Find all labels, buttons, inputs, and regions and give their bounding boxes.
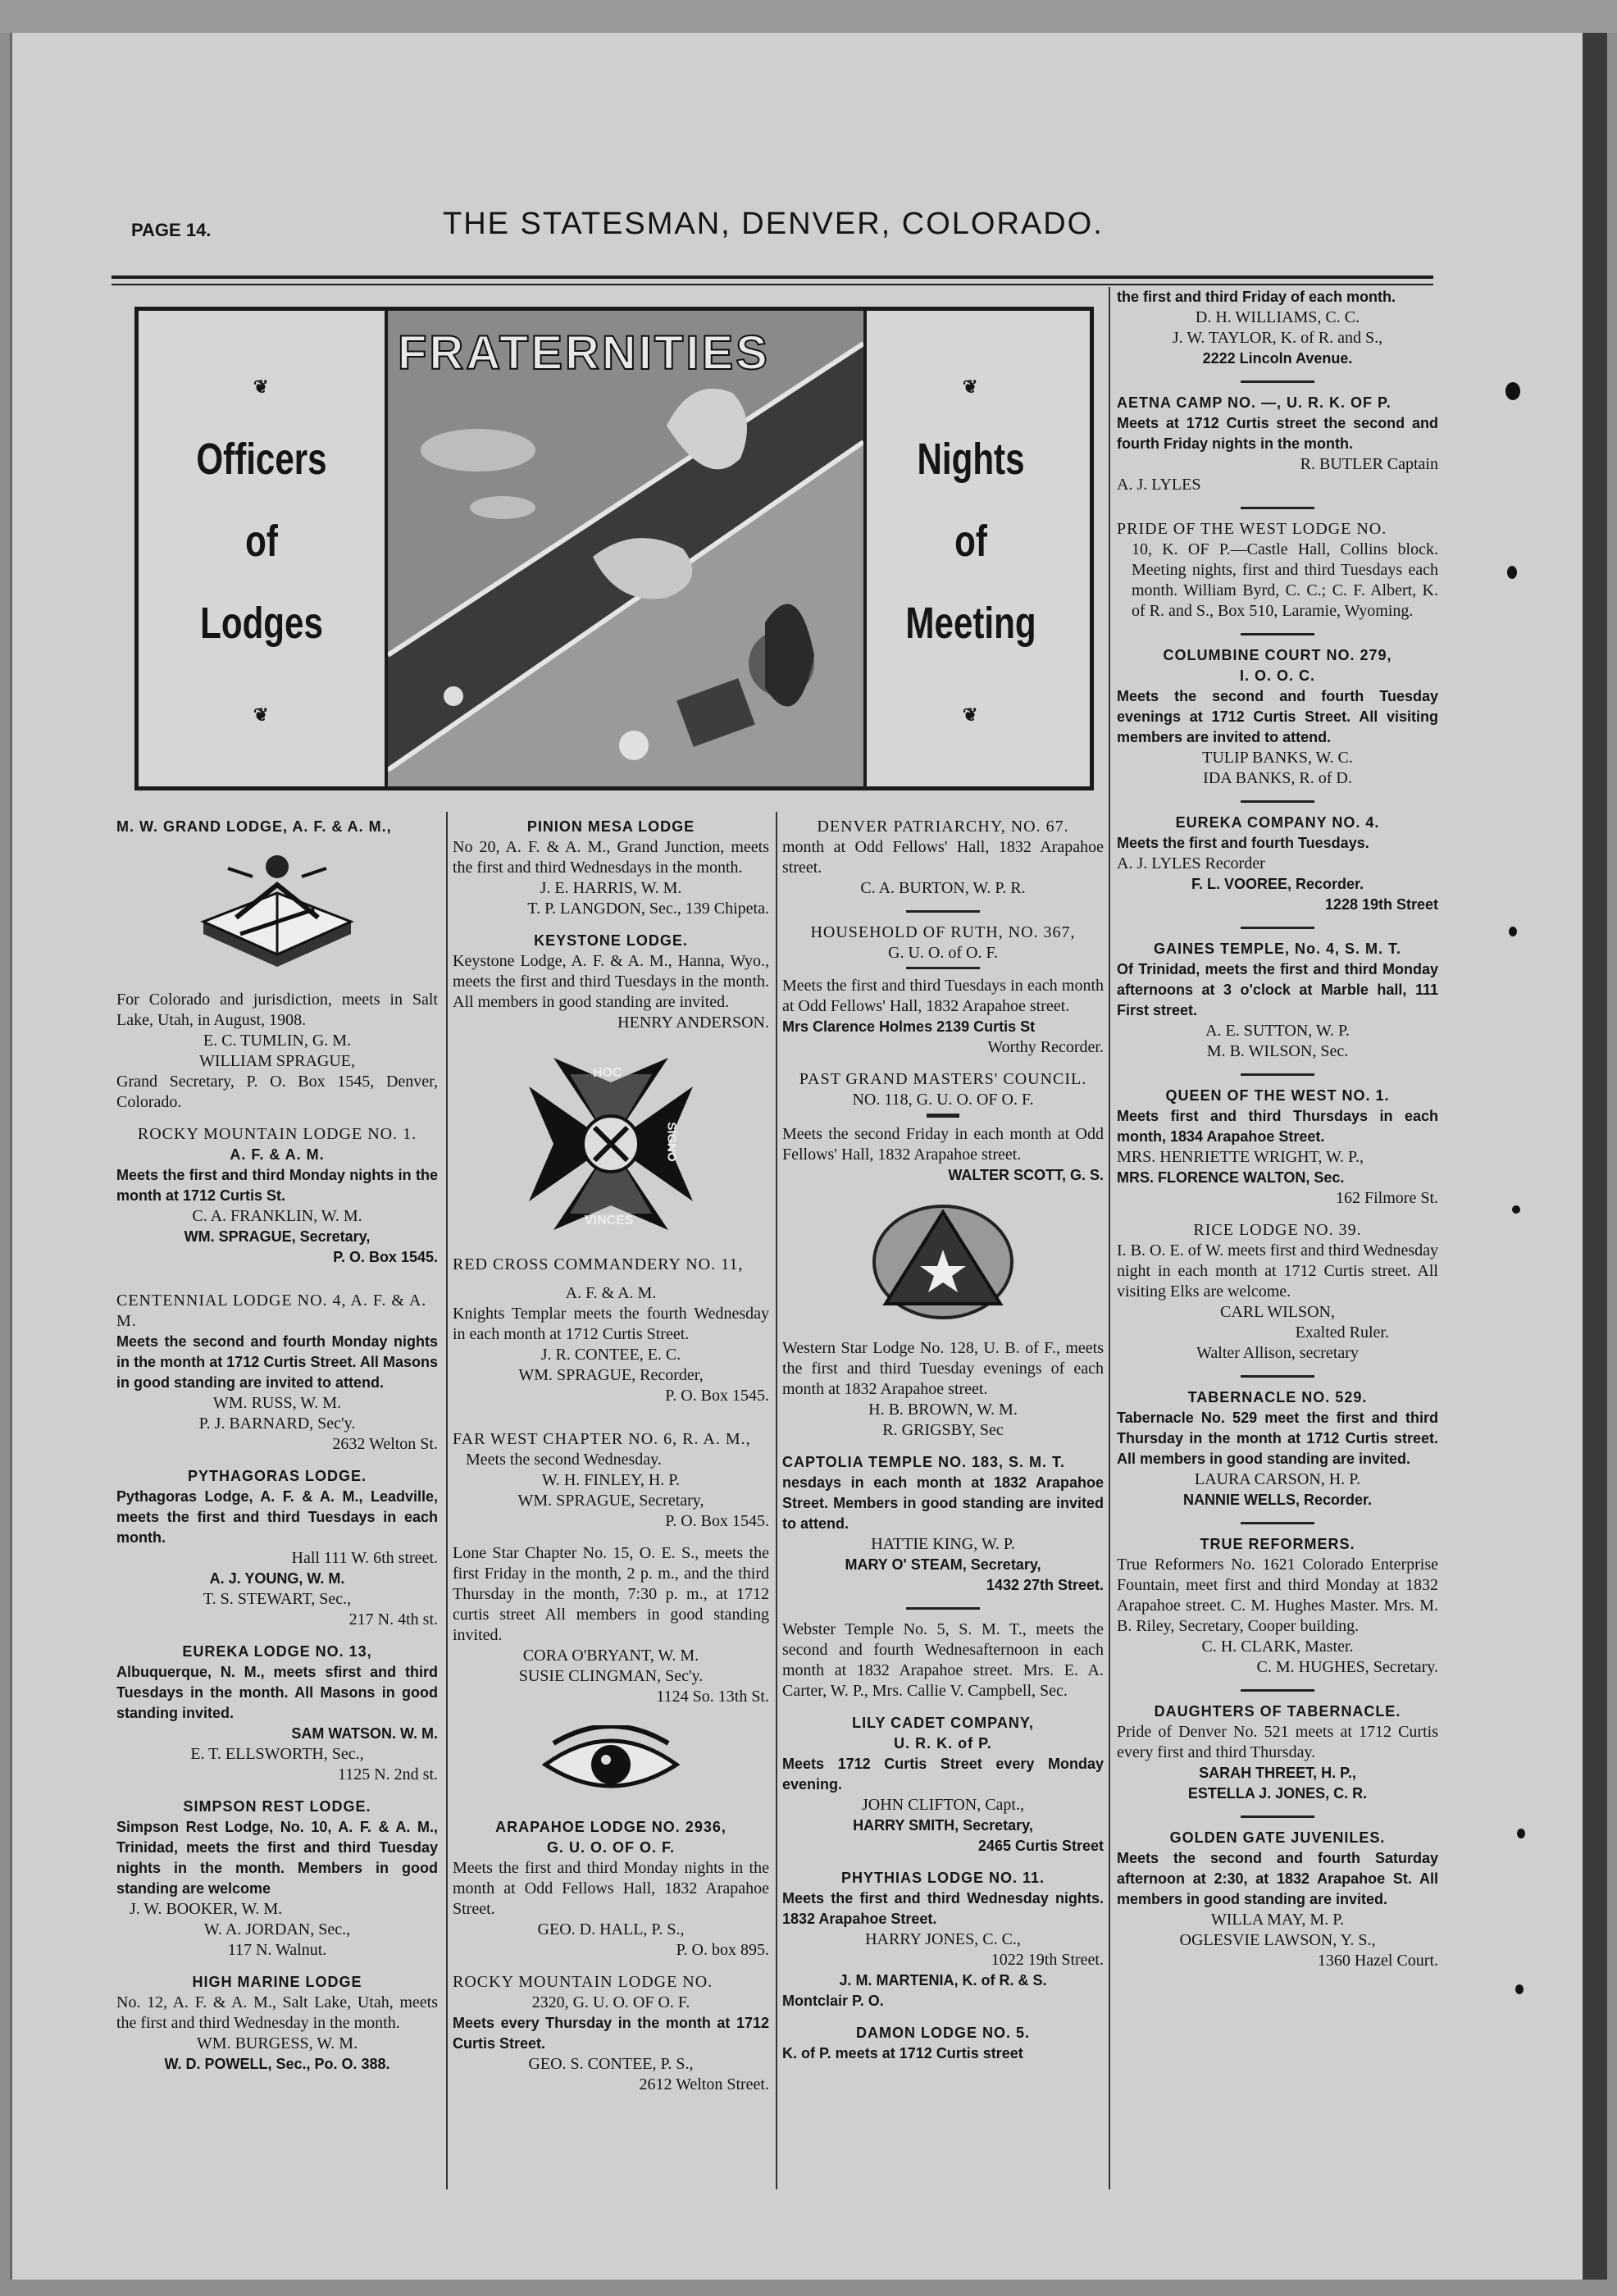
lodge-description: Meets at 1712 Curtis street the second and fourth Friday nights in the month. bbox=[1117, 415, 1438, 452]
lodge-address: 1125 N. 2nd st. bbox=[337, 1765, 438, 1784]
all-seeing-eye-icon bbox=[537, 1725, 685, 1799]
scan-speck bbox=[1505, 382, 1520, 400]
lodge-address: 2632 Welton St. bbox=[332, 1435, 438, 1453]
lodge-officer: F. L. VOOREE, Recorder. bbox=[1191, 876, 1364, 892]
lodge-officer: H. B. BROWN, W. M. bbox=[868, 1401, 1018, 1419]
scan-speck bbox=[1512, 1205, 1520, 1214]
chapter-description: Lone Star Chapter No. 15, O. E. S., meets the first Friday in the month, 2 p. m., and the third Thursday in the month, 7:30 p. m., at 1712 curtis street All members in good standing invited. bbox=[453, 1544, 769, 1644]
lodge-description: 10, K. OF P.—Castle Hall, Collins block. Meeting nights, first and third Tuesdays each month. William Byrd, C. C.; C. F. Albert, K. of R. and S., Box 510, Laramie, Wyoming. bbox=[1132, 540, 1438, 620]
lodge-heading: QUEEN OF THE WEST NO. 1. bbox=[1165, 1087, 1390, 1104]
lodge-address: 117 N. Walnut. bbox=[227, 1941, 327, 1959]
lodge-officer: E. T. ELLSWORTH, Sec., bbox=[190, 1745, 364, 1763]
lodge-officer: Walter Allison, secretary bbox=[1196, 1344, 1359, 1362]
lodge-heading: EUREKA COMPANY NO. 4. bbox=[1175, 814, 1380, 831]
section-divider bbox=[1241, 1689, 1314, 1692]
lodge-description: Meets the second and fourth Saturday afternoon at 2:30, at 1832 Arapahoe St. All members in good standing are invited. bbox=[1117, 1850, 1438, 1907]
section-divider bbox=[1241, 927, 1314, 929]
banner-left-word: Officers bbox=[196, 435, 327, 484]
lodge-heading: ARAPAHOE LODGE NO. 2936, bbox=[495, 1819, 727, 1835]
lodge-heading: TRUE REFORMERS. bbox=[1200, 1536, 1355, 1552]
fleuron-icon: ❦ bbox=[253, 376, 269, 397]
lodge-address: 217 N. 4th st. bbox=[348, 1610, 438, 1629]
column-4 bbox=[1117, 287, 1438, 1971]
lodge-heading: PINION MESA LODGE bbox=[526, 818, 695, 835]
lodge-description: the first and third Friday of each month. bbox=[1117, 289, 1396, 305]
lodge-officer: MARY O' STEAM, Secretary, bbox=[845, 1556, 1041, 1573]
lodge-heading: LILY CADET COMPANY, bbox=[852, 1715, 1034, 1731]
lodge-heading: KEYSTONE LODGE. bbox=[534, 932, 688, 949]
column-rule bbox=[446, 812, 448, 2189]
lodge-heading: HOUSEHOLD OF RUTH, NO. 367, bbox=[810, 923, 1076, 941]
column-rule bbox=[776, 812, 777, 2189]
lodge-address: Hall 111 W. 6th street. bbox=[291, 1549, 438, 1567]
newspaper-title: THE STATESMAN, DENVER, COLORADO. bbox=[443, 207, 1104, 241]
lodge-description: Meets the second Friday in each month at Odd Fellows' Hall, 1832 Arapahoe street. bbox=[782, 1125, 1104, 1164]
lodge-officer: SAM WATSON. W. M. bbox=[291, 1725, 438, 1742]
lodge-description: Meets every Thursday in the month at 1712 Curtis Street. bbox=[453, 2015, 769, 2052]
lodge-heading: HIGH MARINE LODGE bbox=[192, 1974, 362, 1990]
scan-speck bbox=[1517, 1829, 1525, 1838]
lodge-description: For Colorado and jurisdiction, meets in Salt Lake, Utah, in August, 1908. bbox=[116, 991, 438, 1029]
cross-motto: SIGNO bbox=[664, 1122, 679, 1162]
star-triangle-emblem-icon bbox=[869, 1200, 1017, 1323]
lodge-officer: Worthy Recorder. bbox=[987, 1038, 1104, 1056]
lodge-officer: WM. BURGESS, W. M. bbox=[196, 2034, 358, 2052]
lodge-officer: J. R. CONTEE, E. C. bbox=[540, 1346, 681, 1364]
banner-right-word: Nights bbox=[917, 435, 1025, 484]
column-1 bbox=[116, 817, 438, 2075]
lodge-description: Pride of Denver No. 521 meets at 1712 Curtis every first and third Thursday. bbox=[1117, 1723, 1438, 1761]
lodge-officer: J. W. TAYLOR, K. of R. and S., bbox=[1172, 329, 1383, 347]
masthead-rule-thick bbox=[112, 276, 1433, 279]
lodge-description: True Reformers No. 1621 Colorado Enterprise Fountain, meet first and third Monday at 1832 Arapahoe street. C. M. Hughes Master. Mrs. M. B. Riley, Secretary, Cooper building. bbox=[1117, 1556, 1438, 1635]
lodge-description: Albuquerque, N. M., meets sfirst and third Tuesdays in the month. All Masons in good standing invited. bbox=[116, 1664, 438, 1721]
lodge-description: Of Trinidad, meets the first and third Monday afternoons at 3 o'clock at Marble hall, 111 First street. bbox=[1117, 961, 1438, 1018]
banner-right-word: of bbox=[954, 517, 987, 566]
lodge-description: Meets the second and fourth Monday nights in the month at 1712 Curtis Street. All Masons in good standing are invited to attend. bbox=[116, 1333, 438, 1391]
lodge-officer: HARRY SMITH, Secretary, bbox=[853, 1817, 1033, 1834]
lodge-officer: WM. SPRAGUE, Secretary, bbox=[184, 1228, 371, 1245]
scan-top-border bbox=[0, 0, 1617, 33]
banner-right-word: Meeting bbox=[905, 599, 1036, 648]
lodge-heading: ROCKY MOUNTAIN LODGE NO. 1. bbox=[137, 1125, 417, 1143]
banner-right bbox=[860, 311, 1082, 786]
banner-left-word: Lodges bbox=[200, 599, 323, 648]
banner-art-title: FRATERNITIES bbox=[398, 326, 770, 380]
fraternities-engraving-icon bbox=[388, 311, 863, 786]
lodge-description: Meets the first and third Monday nights in the month at Odd Fellows Hall, 1832 Arapahoe Street. bbox=[453, 1859, 769, 1918]
lodge-officer: SARAH THREET, H. P., bbox=[1199, 1765, 1356, 1781]
maltese-cross-emblem bbox=[521, 1050, 701, 1238]
lodge-officer: IDA BANKS, R. of D. bbox=[1203, 769, 1352, 787]
lodge-address: P. O. box 895. bbox=[676, 1941, 769, 1959]
lodge-address: 2612 Welton Street. bbox=[639, 2075, 769, 2093]
scan-speck bbox=[1509, 927, 1517, 936]
lodge-officer: MRS. HENRIETTE WRIGHT, W. P., bbox=[1117, 1148, 1364, 1166]
section-divider bbox=[1241, 800, 1314, 803]
lodge-description: Simpson Rest Lodge, No. 10, A. F. & A. M., Trinidad, meets the first and third Tuesday nights in the month. Members in good standing are welcome bbox=[116, 1819, 438, 1897]
fleuron-icon: ❦ bbox=[963, 376, 978, 397]
lodge-subheading: G. U. O. OF O. F. bbox=[546, 1839, 675, 1856]
column-rule bbox=[1109, 287, 1110, 2189]
lodge-address: 1228 19th Street bbox=[1324, 896, 1438, 913]
lodge-description: K. of P. meets at 1712 Curtis street bbox=[782, 2045, 1023, 2061]
lodge-heading: M. W. GRAND LODGE, A. F. & A. M., bbox=[116, 818, 392, 835]
lodge-address: 1432 27th Street. bbox=[986, 1577, 1104, 1593]
section-divider bbox=[1241, 1815, 1314, 1818]
lodge-address: 1124 So. 13th St. bbox=[656, 1688, 769, 1706]
lodge-officer: HARRY JONES, C. C., bbox=[865, 1930, 1021, 1948]
lodge-description: I. B. O. E. of W. meets first and third Wednesday night in each month at 1712 Curtis street. All visiting Elks are welcome. bbox=[1117, 1241, 1438, 1301]
lodge-officer: J. W. BOOKER, W. M. bbox=[130, 1900, 283, 1918]
lodge-description: Meets the second Wednesday. bbox=[466, 1451, 662, 1469]
lodge-officer: JOHN CLIFTON, Capt., bbox=[862, 1796, 1024, 1814]
lodge-description: No. 12, A. F. & A. M., Salt Lake, Utah, meets the first and third Wednesday in the month. bbox=[116, 1993, 438, 2032]
lodge-description: nesdays in each month at 1832 Arapahoe Street. Members in good standing are invited to attend. bbox=[782, 1474, 1104, 1532]
lodge-heading: DENVER PATRIARCHY, NO. 67. bbox=[817, 818, 1069, 836]
lodge-heading: DAUGHTERS OF TABERNACLE. bbox=[1154, 1703, 1401, 1720]
lodge-address: 1360 Hazel Court. bbox=[1317, 1952, 1438, 1970]
lodge-subheading: A. F. & A. M. bbox=[565, 1284, 657, 1302]
lodge-officer: R. GRIGSBY, Sec bbox=[882, 1421, 1004, 1439]
lodge-officer: C. A. FRANKLIN, W. M. bbox=[192, 1207, 362, 1225]
lodge-officer: WILLA MAY, M. P. bbox=[1210, 1911, 1345, 1929]
lodge-officer: GEO. D. HALL, P. S., bbox=[537, 1920, 685, 1938]
lodge-heading: FAR WEST CHAPTER NO. 6, R. A. M., bbox=[453, 1430, 751, 1448]
lodge-subheading: NO. 118, G. U. O. OF O. F. bbox=[852, 1091, 1034, 1109]
section-divider bbox=[906, 1607, 980, 1610]
lodge-officer: TULIP BANKS, W. C. bbox=[1202, 749, 1353, 767]
section-divider bbox=[927, 1114, 959, 1118]
lodge-heading: CENTENNIAL LODGE NO. 4, A. F. & A. M. bbox=[116, 1292, 427, 1330]
lodge-heading: PYTHAGORAS LODGE. bbox=[187, 1468, 367, 1484]
lodge-heading: PAST GRAND MASTERS' COUNCIL. bbox=[799, 1070, 1087, 1088]
lodge-description: Meets the second and fourth Tuesday evenings at 1712 Curtis Street. All visiting members are invited to attend. bbox=[1117, 688, 1438, 745]
lodge-subheading: 2320, G. U. O. OF O. F. bbox=[531, 1993, 690, 2011]
lodge-officer: E. C. TUMLIN, G. M. bbox=[203, 1032, 352, 1050]
lodge-heading: PRIDE OF THE WEST LODGE NO. bbox=[1117, 520, 1387, 538]
lodge-heading: SIMPSON REST LODGE. bbox=[183, 1798, 371, 1815]
lodge-subheading: U. R. K. of P. bbox=[894, 1735, 992, 1752]
masonic-bible-icon bbox=[187, 844, 367, 983]
lodge-officer: C. M. HUGHES, Secretary. bbox=[1256, 1658, 1438, 1676]
lodge-description: Knights Templar meets the fourth Wednesday in each month at 1712 Curtis Street. bbox=[453, 1305, 769, 1343]
lodge-officer: WM. RUSS, W. M. bbox=[212, 1394, 342, 1412]
lodge-address: P. O. Box 1545. bbox=[333, 1249, 438, 1265]
lodge-heading: DAMON LODGE NO. 5. bbox=[855, 2025, 1030, 2041]
lodge-heading: COLUMBINE COURT NO. 279, bbox=[1163, 647, 1392, 663]
banner-left bbox=[139, 311, 385, 786]
lodge-officer: Mrs Clarence Holmes 2139 Curtis St bbox=[782, 1018, 1036, 1035]
cross-motto: HOC bbox=[593, 1066, 622, 1080]
lodge-officer: W. D. POWELL, Sec., Po. O. 388. bbox=[164, 2056, 390, 2072]
lodge-heading: RED CROSS COMMANDERY NO. 11, bbox=[453, 1255, 744, 1273]
lodge-address: P. O. Box 1545. bbox=[665, 1512, 769, 1530]
lodge-officer: Exalted Ruler. bbox=[1295, 1323, 1389, 1342]
lodge-officer: WM. SPRAGUE, Recorder, bbox=[518, 1366, 704, 1384]
lodge-heading: GOLDEN GATE JUVENILES. bbox=[1169, 1829, 1386, 1846]
column-3 bbox=[782, 817, 1104, 2064]
lodge-heading: TABERNACLE NO. 529. bbox=[1187, 1389, 1368, 1405]
lodge-officer: SUSIE CLINGMAN, Sec'y. bbox=[518, 1667, 704, 1685]
column-2 bbox=[453, 817, 769, 2095]
lodge-officer: ESTELLA J. JONES, C. R. bbox=[1187, 1785, 1368, 1802]
lodge-officer: WALTER SCOTT, G. S. bbox=[948, 1167, 1104, 1183]
masthead bbox=[131, 207, 1443, 256]
lodge-heading: PHYTHIAS LODGE NO. 11. bbox=[840, 1870, 1045, 1886]
lodge-officer: NANNIE WELLS, Recorder. bbox=[1182, 1492, 1373, 1508]
lodge-description: month at Odd Fellows' Hall, 1832 Arapahoe street. bbox=[782, 838, 1104, 877]
lodge-description: Pythagoras Lodge, A. F. & A. M., Leadville, meets the first and third Tuesdays in each month. bbox=[116, 1488, 438, 1546]
lodge-officer: A. J. LYLES bbox=[1117, 476, 1201, 494]
lodge-address: 162 Filmore St. bbox=[1335, 1189, 1438, 1207]
lodge-officer: J. E. HARRIS, W. M. bbox=[540, 879, 682, 897]
section-divider bbox=[906, 967, 980, 969]
lodge-officer: C. A. BURTON, W. P. R. bbox=[860, 879, 1026, 897]
fraternities-banner bbox=[134, 307, 1094, 790]
lodge-address: 2222 Lincoln Avenue. bbox=[1202, 350, 1353, 367]
lodge-description: Meets the first and third Tuesdays in each month at Odd Fellows' Hall, 1832 Arapahoe street. bbox=[782, 977, 1104, 1015]
lodge-description: Keystone Lodge, A. F. & A. M., Hanna, Wyo., meets the first and third Tuesdays in the month. All members in good standing are invited. bbox=[453, 952, 769, 1011]
lodge-officer: CARL WILSON, bbox=[1220, 1303, 1335, 1321]
lodge-officer: HATTIE KING, W. P. bbox=[871, 1535, 1015, 1553]
scan-speck bbox=[1515, 1984, 1524, 1994]
lodge-officer: T. P. LANGDON, Sec., 139 Chipeta. bbox=[527, 900, 769, 918]
scan-edge-shadow bbox=[1583, 33, 1607, 2280]
lodge-officer: MRS. FLORENCE WALTON, Sec. bbox=[1117, 1169, 1345, 1186]
page-number: PAGE 14. bbox=[131, 220, 212, 240]
lodge-description: Tabernacle No. 529 meet the first and third Thursday in the month at 1712 Curtis street. All members in good standing are invited. bbox=[1117, 1410, 1438, 1467]
section-divider bbox=[1241, 633, 1314, 636]
lodge-officer: A. J. LYLES Recorder bbox=[1117, 854, 1265, 872]
lodge-heading: EUREKA LODGE NO. 13, bbox=[182, 1643, 372, 1660]
lodge-description: Western Star Lodge No. 128, U. B. of F., meets the first and third Tuesday evenings of each month at 1832 Arapahoe street. bbox=[782, 1339, 1104, 1398]
lodge-subheading: I. O. O. C. bbox=[1239, 667, 1315, 684]
lodge-officer: T. S. STEWART, Sec., bbox=[203, 1590, 352, 1608]
lodge-officer: WM. SPRAGUE, Secretary, bbox=[517, 1492, 704, 1510]
lodge-heading: AETNA CAMP NO. —, U. R. K. OF P. bbox=[1117, 394, 1392, 411]
lodge-officer: R. BUTLER Captain bbox=[1300, 455, 1438, 473]
section-divider bbox=[1241, 1375, 1314, 1378]
section-divider bbox=[1241, 1073, 1314, 1076]
lodge-subheading: A. F. & A. M. bbox=[230, 1146, 325, 1163]
section-divider bbox=[1241, 507, 1314, 509]
lodge-officer: M. B. WILSON, Sec. bbox=[1206, 1042, 1349, 1060]
lodge-officer: WILLIAM SPRAGUE, bbox=[199, 1052, 355, 1070]
section-divider bbox=[1241, 1522, 1314, 1524]
lodge-description: Meets first and third Thursdays in each month, 1834 Arapahoe Street. bbox=[1117, 1108, 1438, 1145]
lodge-officer: LAURA CARSON, H. P. bbox=[1194, 1470, 1361, 1488]
cross-motto: VINCES bbox=[585, 1214, 634, 1228]
lodge-officer: P. J. BARNARD, Sec'y. bbox=[198, 1414, 356, 1433]
lodge-officer: OGLESVIE LAWSON, Y. S., bbox=[1179, 1931, 1376, 1949]
masthead-rule-thin bbox=[112, 284, 1433, 285]
lodge-officer: A. E. SUTTON, W. P. bbox=[1205, 1022, 1350, 1040]
lodge-officer: GEO. S. CONTEE, P. S., bbox=[528, 2055, 694, 2073]
lodge-officer: W. H. FINLEY, H. P. bbox=[541, 1471, 681, 1489]
fleuron-icon: ❦ bbox=[963, 704, 978, 725]
lodge-officer: A. J. YOUNG, W. M. bbox=[209, 1570, 345, 1587]
banner-left-word: of bbox=[245, 517, 278, 566]
fraternities-illustration bbox=[385, 311, 867, 786]
lodge-address: Grand Secretary, P. O. Box 1545, Denver, Colorado. bbox=[116, 1073, 438, 1111]
lodge-address: P. O. Box 1545. bbox=[665, 1387, 769, 1405]
lodge-description: Meets the first and fourth Tuesdays. bbox=[1117, 835, 1369, 851]
lodge-description: Meets 1712 Curtis Street every Monday evening. bbox=[782, 1756, 1104, 1793]
lodge-description: Webster Temple No. 5, S. M. T., meets the second and fourth Wednesafternoon in each month at 1832 Arapahoe street. Mrs. E. A. Carter, W. P., Mrs. Callie V. Campbell, Sec. bbox=[782, 1620, 1104, 1700]
lodge-heading: GAINES TEMPLE, No. 4, S. M. T. bbox=[1153, 941, 1402, 957]
scan-speck bbox=[1507, 566, 1517, 579]
lodge-officer: CORA O'BRYANT, W. M. bbox=[522, 1647, 699, 1665]
lodge-heading: RICE LODGE NO. 39. bbox=[1193, 1221, 1362, 1239]
lodge-address: Montclair P. O. bbox=[782, 1993, 884, 2009]
lodge-officer: J. M. MARTENIA, K. of R. & S. bbox=[839, 1972, 1047, 1988]
lodge-officer: HENRY ANDERSON. bbox=[617, 1014, 769, 1032]
section-divider bbox=[1241, 380, 1314, 383]
lodge-heading: CAPTOLIA TEMPLE NO. 183, S. M. T. bbox=[782, 1454, 1066, 1470]
lodge-description: Meets the first and third Wednesday nights. 1832 Arapahoe Street. bbox=[782, 1890, 1104, 1927]
lodge-officer: C. H. CLARK, Master. bbox=[1201, 1638, 1354, 1656]
lodge-address: 2465 Curtis Street bbox=[977, 1838, 1104, 1854]
section-divider bbox=[906, 910, 980, 913]
lodge-subheading: G. U. O. of O. F. bbox=[888, 944, 998, 962]
lodge-officer: D. H. WILLIAMS, C. C. bbox=[1195, 308, 1360, 326]
fleuron-icon: ❦ bbox=[253, 704, 269, 725]
lodge-officer: W. A. JORDAN, Sec., bbox=[203, 1920, 351, 1938]
lodge-heading: ROCKY MOUNTAIN LODGE NO. bbox=[453, 1973, 713, 1991]
lodge-description: No 20, A. F. & A. M., Grand Junction, meets the first and third Wednesdays in the month. bbox=[453, 838, 769, 877]
lodge-address: 1022 19th Street. bbox=[991, 1951, 1104, 1969]
lodge-description: Meets the first and third Monday nights in the month at 1712 Curtis St. bbox=[116, 1167, 438, 1204]
